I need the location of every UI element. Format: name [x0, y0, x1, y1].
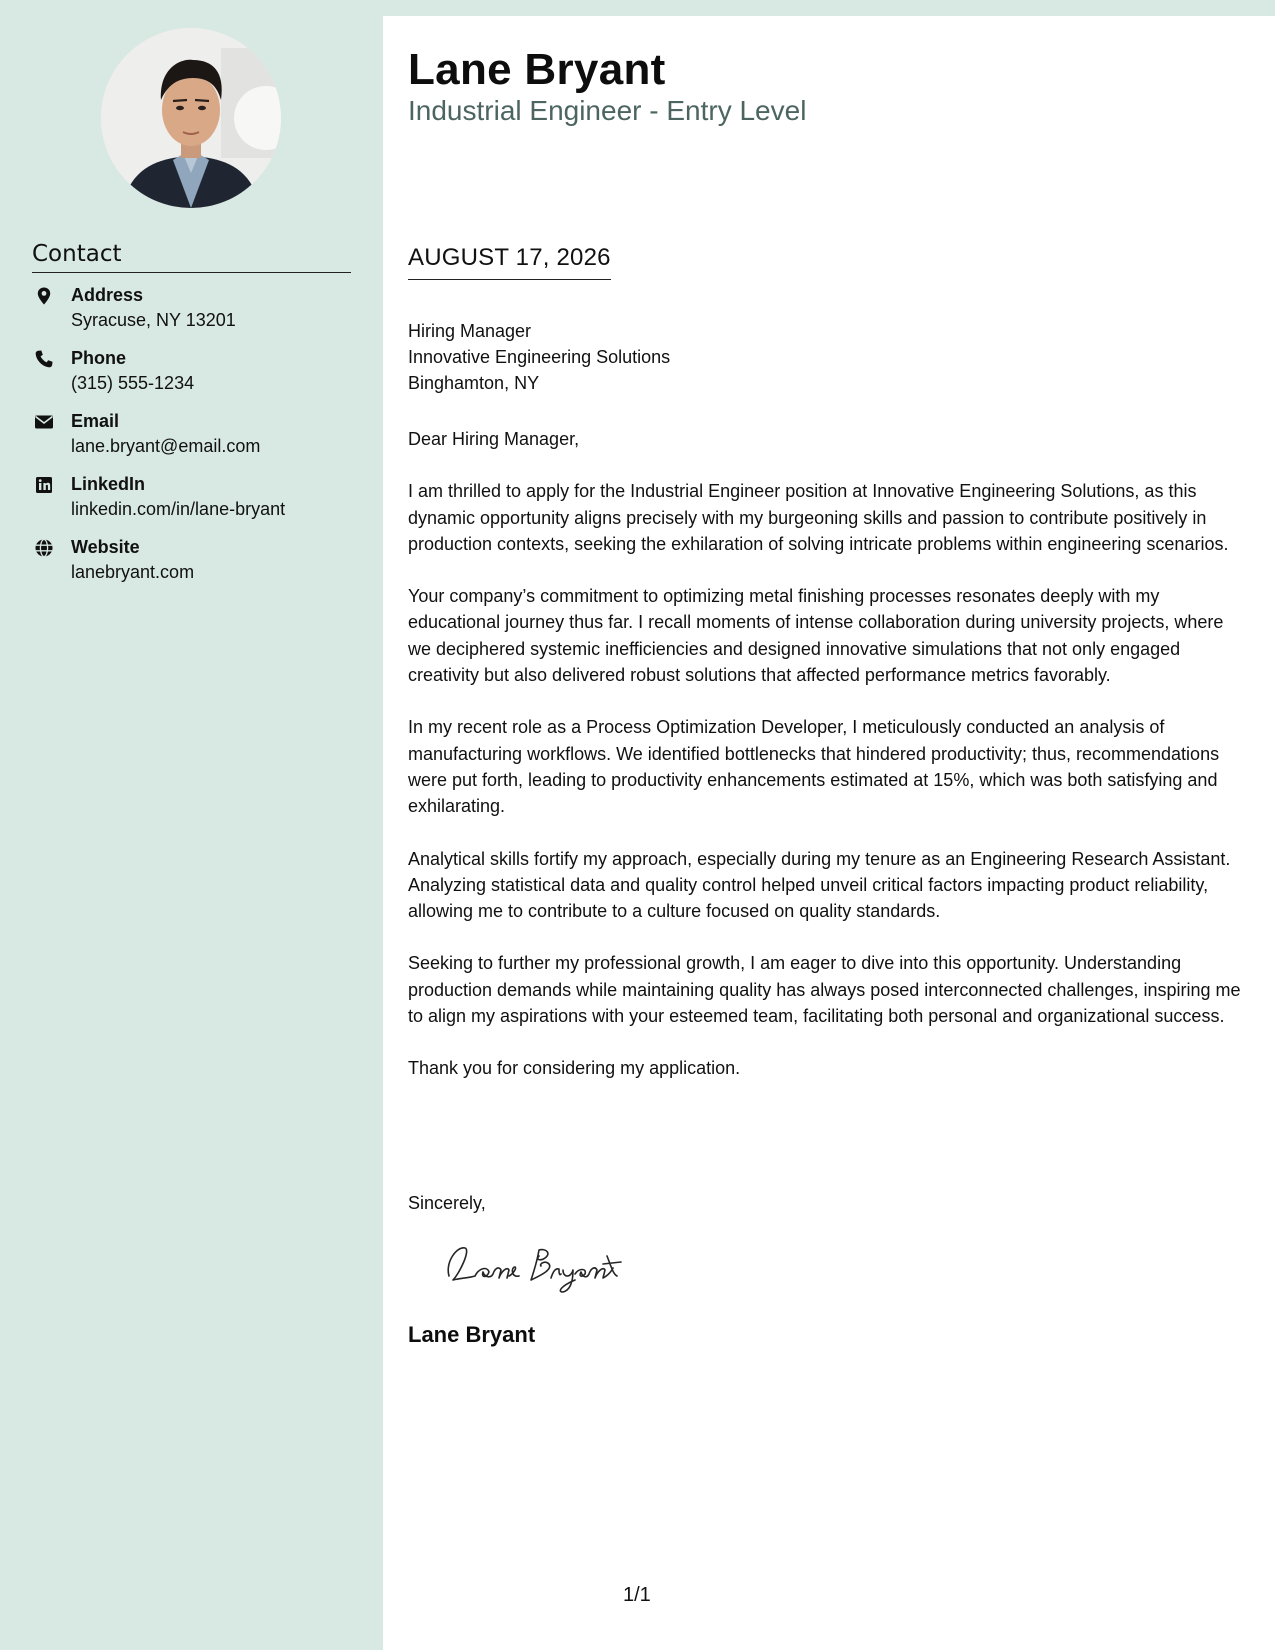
globe-icon: [34, 538, 54, 558]
signer-name: Lane Bryant: [408, 1322, 536, 1347]
handwritten-signature: [435, 1234, 655, 1294]
contact-value-website: lanebryant.com: [71, 562, 195, 582]
contact-item-website: [32, 535, 362, 598]
body-paragraph: I am thrilled to apply for the Industrial Engineer position at Innovative Engineering Solutions, as this dynamic opportunity aligns precisely with my burgeoning skills and passion to contribute positively in production contexts, seeking the exhilaration of solving intricate problems within engineering scenarios.: [408, 481, 1229, 554]
recipient-line: Innovative Engineering Solutions: [408, 347, 671, 367]
contact-item-linkedin: [32, 472, 362, 535]
phone-icon: [34, 349, 54, 369]
linkedin-icon: [34, 475, 54, 495]
contact-item-phone: [32, 346, 362, 409]
map-pin-icon: [34, 286, 54, 306]
contact-label-phone: Phone: [71, 348, 127, 368]
letter-body: [408, 426, 1250, 1108]
contact-item-email: [32, 409, 362, 472]
contact-label-email: Email: [71, 411, 120, 431]
contact-label-linkedin: LinkedIn: [71, 474, 146, 494]
salutation: Dear Hiring Manager,: [408, 429, 580, 449]
recipient-line: Hiring Manager: [408, 321, 532, 341]
body-paragraph: Seeking to further my professional growth, I am eager to dive into this opportunity. Understanding production demands while maintaining quality has always posed interconnected challenges, inspiring me to align my aspirations with your esteemed team, facilitating both personal and organizational success.: [408, 953, 1241, 1027]
body-paragraph: Analytical skills fortify my approach, especially during my tenure as an Engineering Research Assistant. Analyzing statistical data and quality control helped unveil critical factors impacting product reliability, allowing me to contribute to a culture focused on quality standards.: [408, 848, 1231, 922]
contact-list: [32, 283, 362, 598]
job-title: Industrial Engineer - Entry Level: [408, 95, 807, 126]
recipient-line: Binghamton, NY: [408, 373, 540, 393]
contact-value-address: Syracuse, NY 13201: [71, 310, 236, 330]
applicant-name: Lane Bryant: [408, 45, 666, 94]
page-number: 1/1: [623, 1584, 651, 1606]
contact-item-address: [32, 283, 362, 346]
profile-photo: [101, 28, 281, 208]
sidebar: [0, 0, 383, 1650]
letter-date: AUGUST 17, 2026: [408, 243, 611, 280]
body-paragraph: Your company’s commitment to optimizing metal finishing processes resonates deeply with my educational journey thus far. I recall moments of intense collaboration during university projects, where we deciphered systemic inefficiencies and designed innovative simulations that not only engaged creativity but also delivered robust solutions that affected performance metrics favorably.: [408, 586, 1224, 686]
main-content: [383, 16, 1275, 1650]
contact-label-website: Website: [71, 537, 140, 557]
avatar: [101, 28, 281, 208]
contact-value-linkedin: linkedin.com/in/lane-bryant: [71, 499, 286, 519]
contact-label-address: Address: [71, 285, 144, 305]
contact-heading: Contact: [32, 240, 351, 273]
recipient-block: [408, 318, 670, 396]
body-paragraph: In my recent role as a Process Optimization Developer, I meticulously conducted an analysis of manufacturing workflows. We identified bottlenecks that hindered productivity; thus, recommendations were put forth, leading to productivity enhancements estimated at 15%, which was both satisfying and exhilarating.: [408, 717, 1220, 817]
envelope-icon: [34, 412, 54, 432]
contact-value-phone: (315) 555-1234: [71, 373, 195, 393]
body-paragraph: Thank you for considering my application.: [408, 1058, 741, 1079]
contact-value-email: lane.bryant@email.com: [71, 436, 261, 456]
closing: Sincerely,: [408, 1193, 486, 1213]
